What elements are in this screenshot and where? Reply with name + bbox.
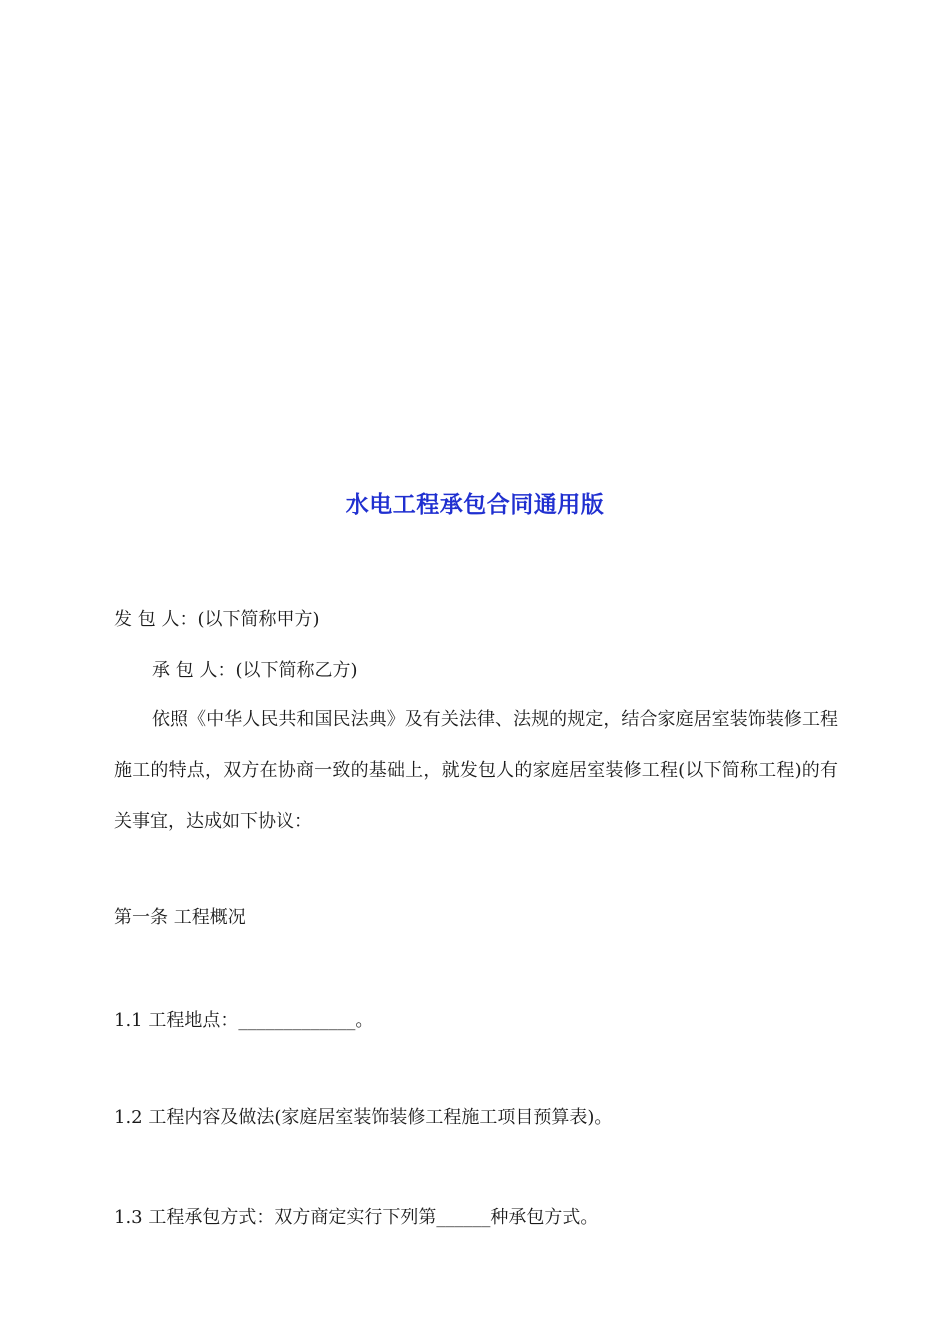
article-heading: 第一条 工程概况	[114, 907, 246, 928]
party-b-line: 承 包 人：(以下简称乙方)	[152, 660, 358, 681]
clause-1-1: 1.1 工程地点：_____________。	[114, 1010, 374, 1031]
document-title: 水电工程承包合同通用版	[345, 492, 605, 518]
party-a-line: 发 包 人：(以下简称甲方)	[114, 609, 320, 630]
preamble-paragraph: 依照《中华人民共和国民法典》及有关法律、法规的规定，结合家庭居室装饰装修工程施工的特点，双方在协商一致的基础上，就发包人的家庭居室装修工程(以下简称工程)的有关事宜，达成如下协议：	[114, 709, 838, 832]
clause-1-2: 1.2 工程内容及做法(家庭居室装饰装修工程施工项目预算表)。	[114, 1107, 613, 1128]
clause-1-3: 1.3 工程承包方式：双方商定实行下列第______种承包方式。	[114, 1207, 599, 1228]
